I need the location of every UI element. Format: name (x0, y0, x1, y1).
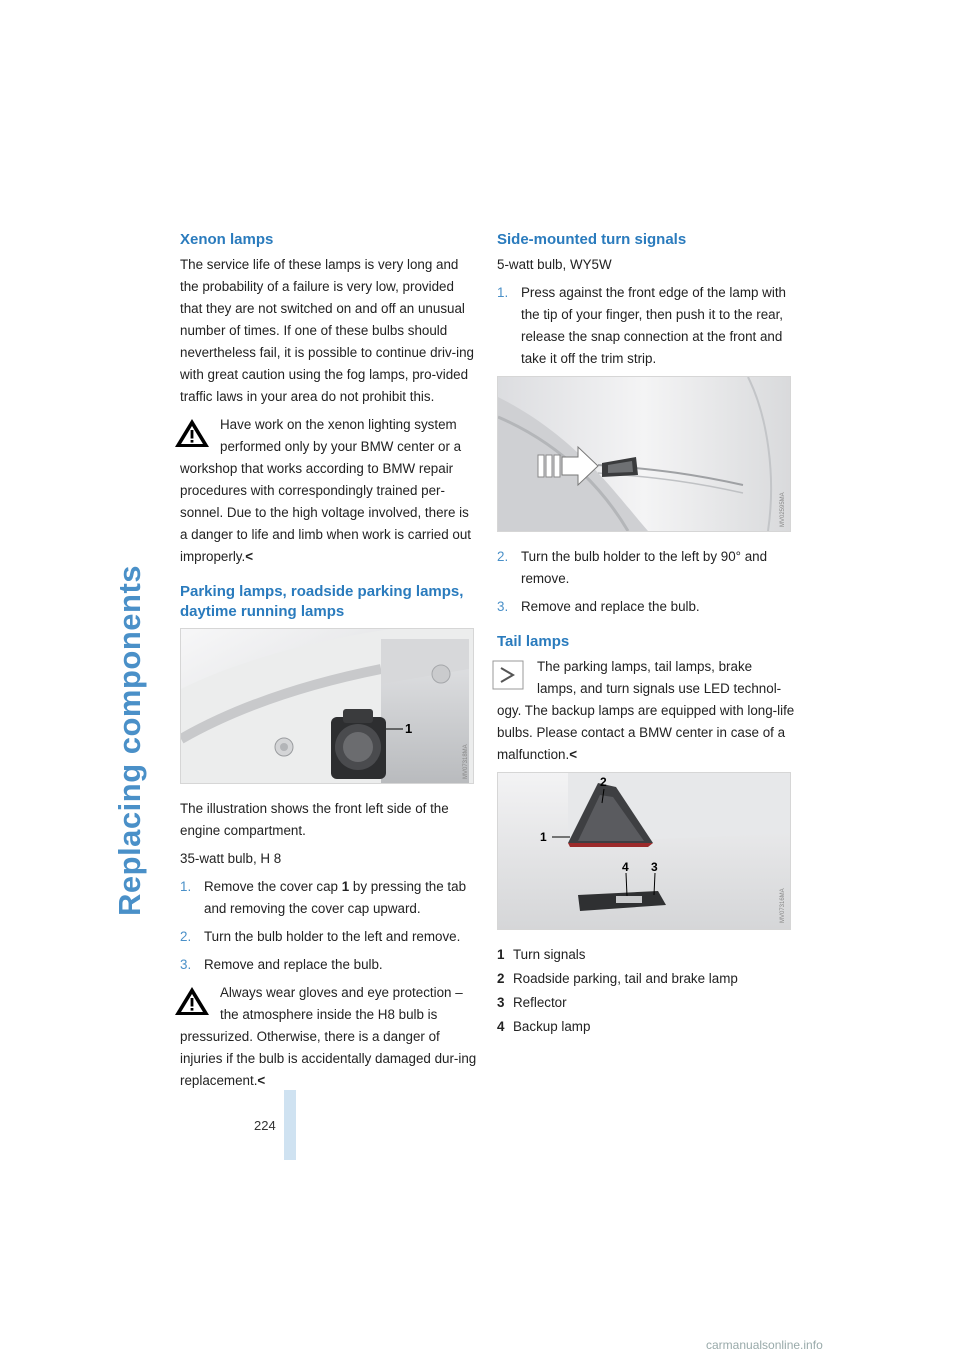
section-tail-lamps (497, 632, 795, 1038)
side-step (497, 282, 795, 370)
legend-number: 3 (497, 995, 505, 1010)
section-side-signals (497, 230, 795, 618)
parking-bulb: 35-watt bulb, H 8 (180, 851, 282, 866)
figure-label-2: 2 (600, 775, 607, 789)
xenon-warning-text: Have work on the xenon lighting system performed only by your BMW center or a workshop that works according to BMW repair procedures with correspondingly trained per-sonnel. Due to the high voltage involved, there is a danger to life and limb when work is carried out improperly. (180, 417, 472, 564)
step-text: Turn the bulb holder to the left by 90° and remove. (521, 549, 768, 586)
step-number: 3. (180, 957, 192, 972)
page-number: 224 (254, 1118, 276, 1133)
step-text: Remove the cover cap (204, 879, 342, 894)
step-text: Turn the bulb holder to the left and remove. (204, 929, 461, 944)
engine-compartment-illustration (181, 629, 473, 783)
right-column (497, 230, 795, 1052)
side-signals-steps-b (497, 546, 795, 618)
step-text: Remove and replace the bulb. (204, 957, 383, 972)
end-mark: < (245, 549, 254, 564)
legend-label: Reflector (513, 995, 567, 1010)
end-mark: < (257, 1073, 266, 1088)
parking-caption: The illustration shows the front left side of the engine compartment. (180, 801, 449, 838)
warning-triangle-icon (172, 416, 212, 450)
legend-number: 2 (497, 971, 505, 986)
end-mark: < (569, 747, 578, 762)
step-number: 3. (497, 599, 509, 614)
chapter-side-title (112, 216, 156, 916)
figure-code: MV07316MA (780, 888, 786, 923)
legend-number: 1 (497, 947, 505, 962)
step-text-cont: by pressing the tab and removing the cover cap upward. (204, 879, 467, 916)
tail-note-text: The parking lamps, tail lamps, brake lamps, and turn signals use LED technol-ogy. The backup lamps are equipped with long-life bulbs. Please contact a BMW center in case of a malfunction. (497, 659, 795, 762)
parking-step (180, 954, 478, 976)
heading-xenon: Xenon lamps (180, 231, 274, 248)
left-column (180, 230, 478, 1106)
step-bold: 1 (341, 879, 350, 894)
parking-step (180, 876, 478, 920)
figure-side-signal (497, 376, 791, 532)
tail-legend (497, 944, 795, 1038)
heading-side-signals: Side-mounted turn signals (497, 231, 687, 248)
legend-label: Backup lamp (513, 1019, 591, 1034)
legend-label: Turn signals (513, 947, 586, 962)
heading-parking: Parking lamps, roadside parking lamps, daytime running lamps (180, 583, 464, 620)
side-step (497, 546, 795, 590)
parking-step (180, 926, 478, 948)
chapter-title-text: Replacing components (112, 564, 147, 916)
step-number: 2. (497, 549, 509, 564)
legend-item (497, 992, 795, 1014)
xenon-warning (180, 414, 478, 568)
legend-item (497, 968, 795, 990)
parking-warning (180, 982, 478, 1092)
side-signals-steps-a (497, 282, 795, 370)
tail-lamps-illustration (498, 773, 790, 929)
step-text: Press against the front edge of the lamp with the tip of your finger, then push it to the rear, release the snap connection at the front and take it off the trim strip. (521, 285, 786, 366)
legend-item (497, 1016, 795, 1038)
side-signals-bulb: 5-watt bulb, WY5W (497, 257, 612, 272)
side-step (497, 596, 795, 618)
section-parking (180, 582, 478, 1092)
figure-tail-lamps (497, 772, 791, 930)
step-number: 2. (180, 929, 192, 944)
note-arrow-icon (489, 658, 529, 692)
figure-label-1: 1 (405, 721, 413, 736)
xenon-body: The service life of these lamps is very long and the probability of a failure is very low, provided that they are not switched on and off an unusual number of times. If one of these bulbs should nevertheless fail, it is possible to continue driv-ing with great caution using the fog lamps, pro-vided traffic laws in your area do not prohibit this. (180, 257, 474, 404)
page-edge-bar (284, 1090, 296, 1160)
figure-label-4: 4 (622, 860, 629, 874)
legend-label: Roadside parking, tail and brake lamp (513, 971, 738, 986)
step-text: Remove and replace the bulb. (521, 599, 700, 614)
tail-note (497, 656, 795, 766)
figure-label-1: 1 (540, 830, 547, 844)
figure-engine-compartment (180, 628, 474, 784)
parking-steps (180, 876, 478, 976)
section-xenon (180, 230, 478, 568)
side-signal-illustration (498, 377, 790, 531)
legend-item (497, 944, 795, 966)
warning-triangle-icon (172, 984, 212, 1018)
figure-code: MV02595MA (780, 492, 786, 527)
heading-tail-lamps: Tail lamps (497, 633, 570, 650)
parking-warning-text: Always wear gloves and eye protection – the atmosphere inside the H8 bulb is pressurized. Otherwise, there is a danger of injuries if the bulb is accidentally damaged dur-ing replacement. (180, 985, 477, 1088)
watermark: carmanualsonline.info (706, 1338, 823, 1352)
figure-code: MV07318MA (463, 744, 469, 779)
step-number: 1. (497, 285, 509, 300)
legend-number: 4 (497, 1019, 505, 1034)
figure-label-3: 3 (651, 860, 658, 874)
step-number: 1. (180, 879, 192, 894)
